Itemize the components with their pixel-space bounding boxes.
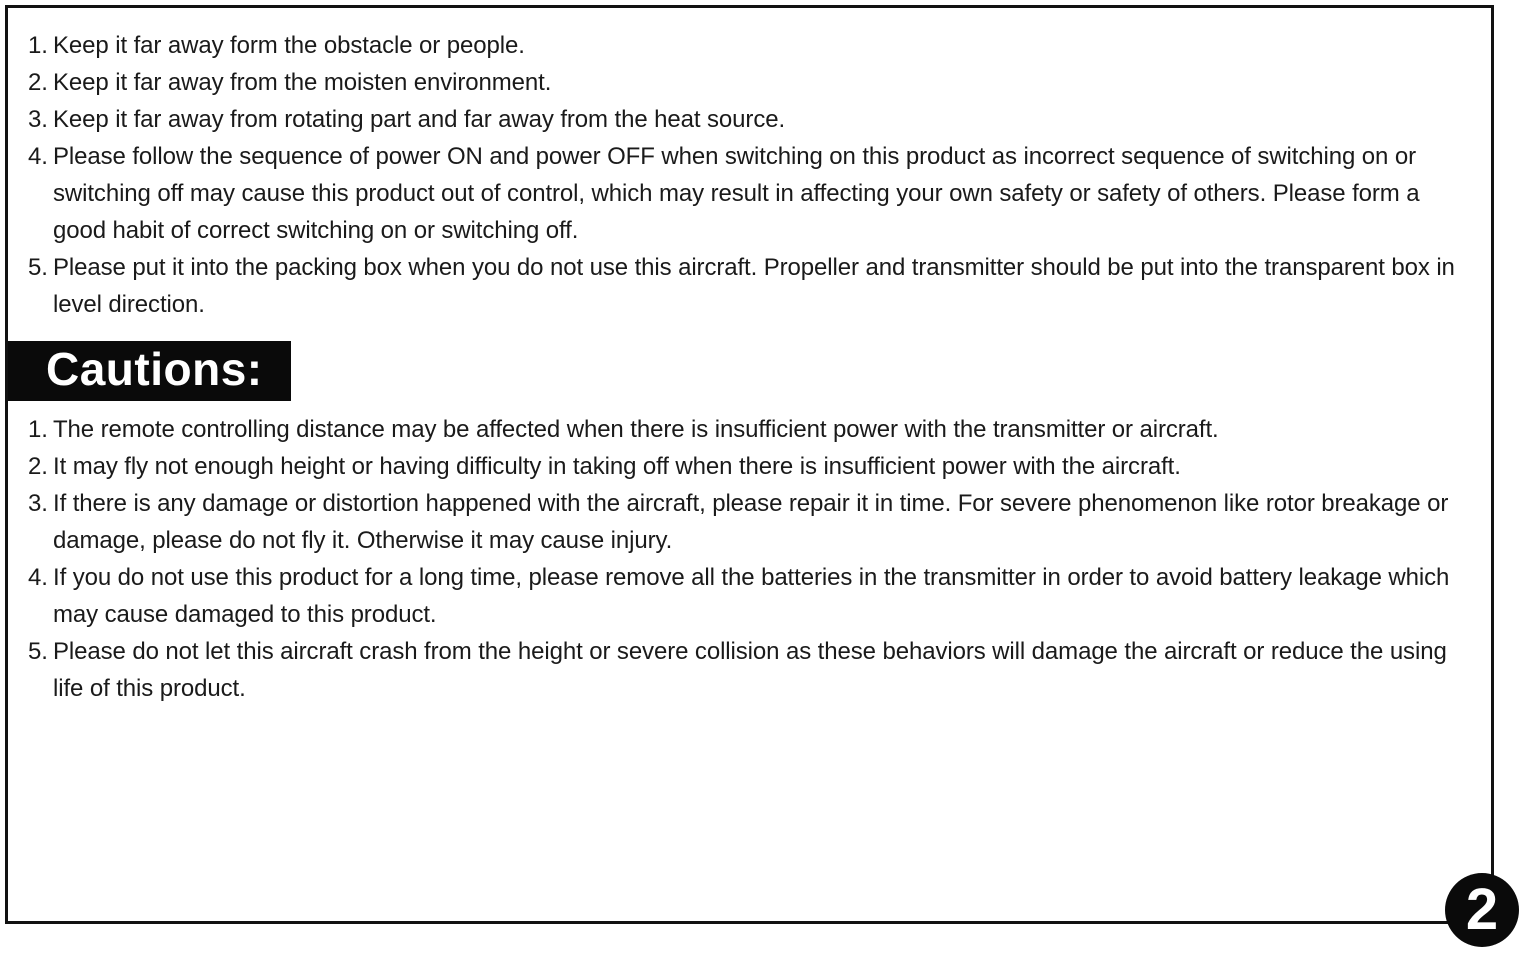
notice-number: 2. bbox=[28, 69, 48, 96]
notice-text: Please put it into the packing box when you do not use this aircraft. Propeller and transmitter should be put into the transparent box in level direction. bbox=[53, 254, 1455, 318]
cautions-list bbox=[28, 411, 1478, 707]
notice-number: 3. bbox=[28, 106, 48, 133]
caution-text: The remote controlling distance may be affected when there is insufficient power with the transmitter or aircraft. bbox=[53, 416, 1219, 443]
notice-number: 1. bbox=[28, 32, 48, 59]
caution-number: 3. bbox=[28, 490, 48, 517]
page-number-badge: 2 bbox=[1445, 873, 1519, 947]
caution-text: It may fly not enough height or having difficulty in taking off when there is insufficient power with the aircraft. bbox=[53, 453, 1181, 480]
notice-text: Please follow the sequence of power ON and power OFF when switching on this product as incorrect sequence of switching on or switching off may cause this product out of control, which may result in affecting your own safety or safety of others. Please form a good habit of correct switching on or switching off. bbox=[53, 143, 1420, 244]
caution-number: 2. bbox=[28, 453, 48, 480]
notice-text: Keep it far away from rotating part and far away from the heat source. bbox=[53, 106, 786, 133]
notice-number: 5. bbox=[28, 254, 48, 281]
notice-item bbox=[28, 138, 1478, 249]
notice-item bbox=[28, 64, 1478, 101]
caution-number: 5. bbox=[28, 638, 48, 665]
cautions-heading: Cautions: bbox=[8, 341, 291, 401]
notice-item bbox=[28, 249, 1478, 323]
notice-text: Keep it far away from the moisten environment. bbox=[53, 69, 552, 96]
caution-text: If there is any damage or distortion happened with the aircraft, please repair it in time. For severe phenomenon like rotor breakage or damage, please do not fly it. Otherwise it may cause injury. bbox=[53, 490, 1449, 554]
caution-item bbox=[28, 559, 1478, 633]
notice-number: 4. bbox=[28, 143, 48, 170]
notice-list bbox=[28, 27, 1478, 323]
caution-item bbox=[28, 448, 1478, 485]
caution-number: 1. bbox=[28, 416, 48, 443]
notice-text: Keep it far away form the obstacle or people. bbox=[53, 32, 525, 59]
caution-number: 4. bbox=[28, 564, 48, 591]
caution-text: If you do not use this product for a long time, please remove all the batteries in the transmitter in order to avoid battery leakage which may cause damaged to this product. bbox=[53, 564, 1450, 628]
caution-item bbox=[28, 411, 1478, 448]
notice-item bbox=[28, 101, 1478, 138]
caution-item bbox=[28, 485, 1478, 559]
caution-text: Please do not let this aircraft crash from the height or severe collision as these behaviors will damage the aircraft or reduce the using life of this product. bbox=[53, 638, 1447, 702]
caution-item bbox=[28, 633, 1478, 707]
notice-item bbox=[28, 27, 1478, 64]
